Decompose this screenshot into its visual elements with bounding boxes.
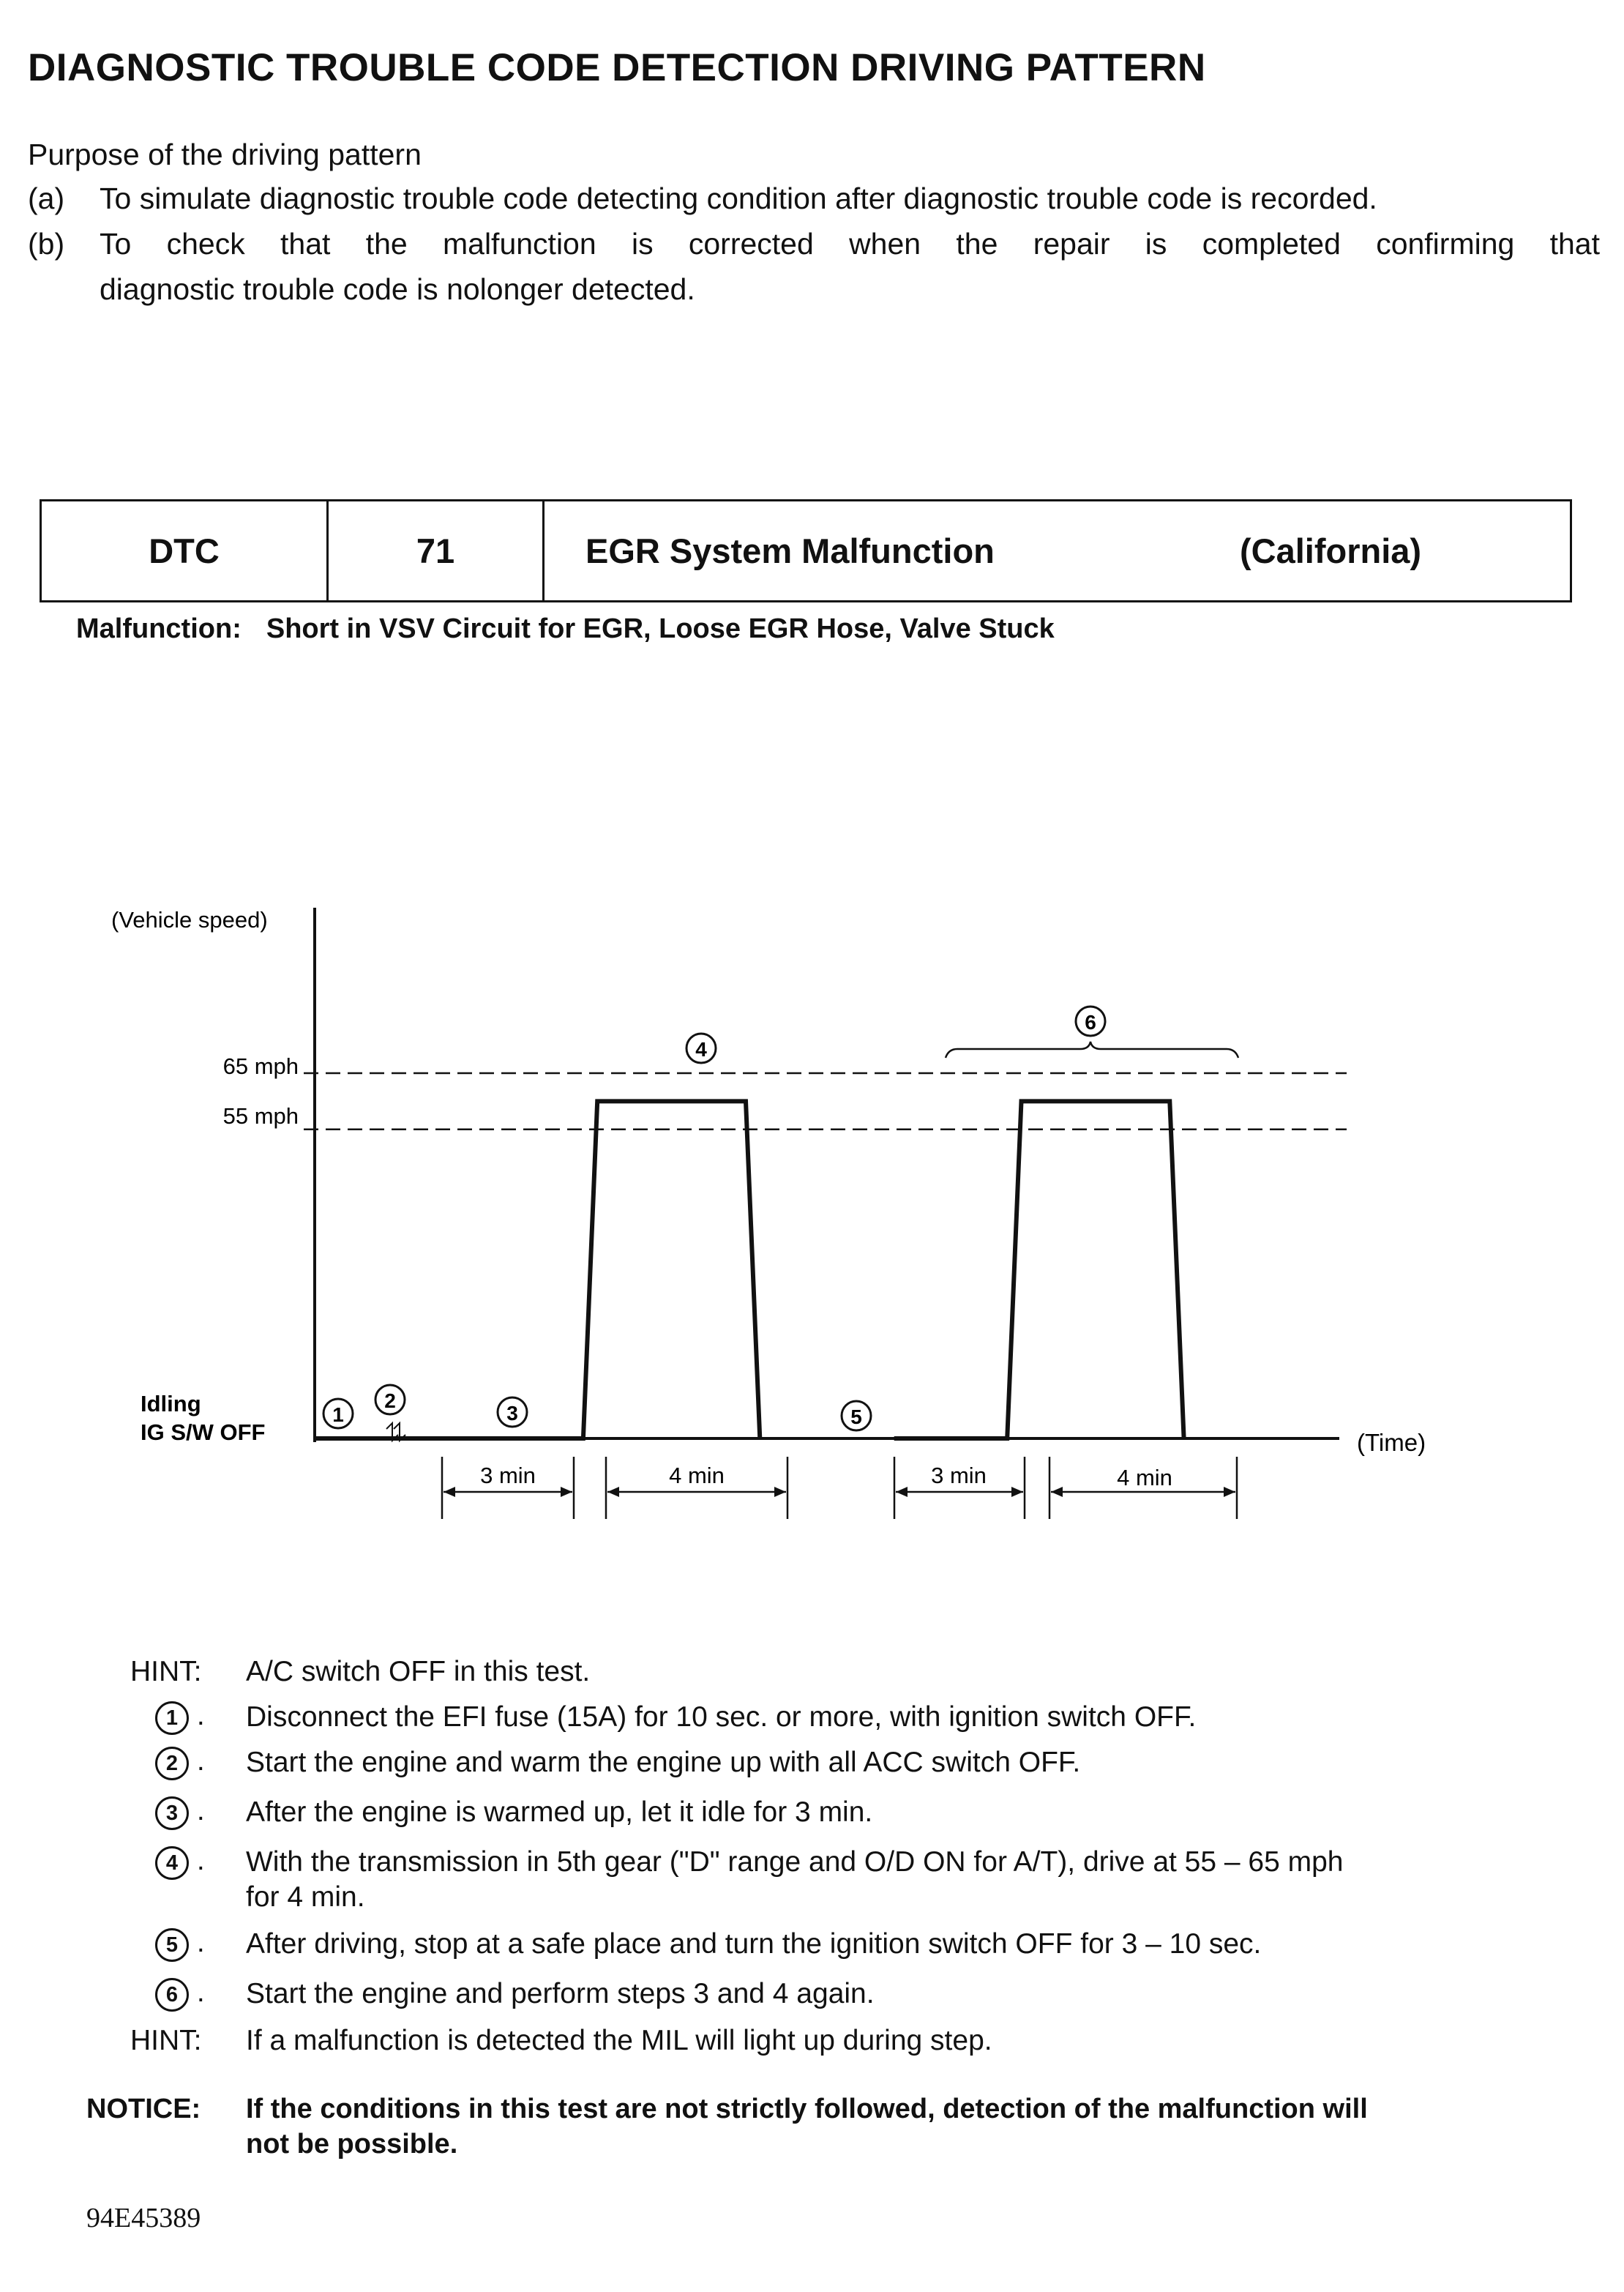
purpose-item-text: To check that the malfunction is corrected when the repair is completed confirming that xyxy=(100,227,1600,261)
hint-text: A/C switch OFF in this test. xyxy=(246,1656,591,1687)
purpose-item-label: (b) xyxy=(28,227,65,261)
chart-axes xyxy=(315,908,1339,1442)
hint2-text: If a malfunction is detected the MIL will light up during step. xyxy=(246,2025,992,2056)
notice-text: If the conditions in this test are not strictly followed, detection of the malfunction will xyxy=(246,2094,1368,2124)
purpose-item-label: (a) xyxy=(28,182,65,215)
y-axis-label: (Vehicle speed) xyxy=(111,907,268,933)
tick-label-55: 55 mph xyxy=(222,1103,299,1129)
step-marker-2 xyxy=(375,1385,405,1414)
figure-code: 94E45389 xyxy=(86,2203,201,2233)
notice-text-cont: not be possible. xyxy=(246,2129,458,2160)
page-title: DIAGNOSTIC TROUBLE CODE DETECTION DRIVING PATTERN xyxy=(28,46,1206,89)
step-marker-5 xyxy=(842,1401,871,1430)
step-6-text: Start the engine and perform steps 3 and 4 again. xyxy=(246,1978,875,2009)
step-2-text: Start the engine and warm the engine up with all ACC switch OFF. xyxy=(246,1747,1081,1778)
driving-pattern-chart xyxy=(0,878,1624,1537)
step-4-marker: 4 xyxy=(155,1846,189,1880)
purpose-item-text: To simulate diagnostic trouble code detecting condition after diagnostic trouble code is recorded. xyxy=(100,182,1377,215)
step-marker-3-label: 3 xyxy=(506,1402,518,1425)
duration-label-2: 4 min xyxy=(669,1463,725,1488)
purpose-heading: Purpose of the driving pattern xyxy=(28,138,422,171)
step-marker-4-label: 4 xyxy=(695,1038,707,1061)
dtc-region: (California) xyxy=(1240,531,1422,570)
dtc-code-cell: 71 xyxy=(329,501,545,600)
dtc-table xyxy=(40,499,1572,602)
hint2-label: HINT: xyxy=(130,2025,202,2056)
step-marker-6-label: 6 xyxy=(1085,1011,1096,1034)
x-axis-label: (Time) xyxy=(1357,1429,1426,1456)
step-3-marker: 3 xyxy=(155,1796,189,1830)
step-6-marker: 6 xyxy=(155,1978,189,2012)
hint-line xyxy=(130,1656,591,1688)
step-5-row: 5 . After driving, stop at a safe place and turn the ignition switch OFF for 3 – 10 sec. xyxy=(155,1927,205,1962)
notice-label: NOTICE: xyxy=(86,2094,201,2124)
step-3-text: After the engine is warmed up, let it idle for 3 min. xyxy=(246,1796,873,1828)
step-1-marker: 1 xyxy=(155,1701,189,1735)
step-6-brace xyxy=(946,1042,1238,1058)
tick-label-ig-off: IG S/W OFF xyxy=(141,1419,266,1445)
purpose-item-b-cont: diagnostic trouble code is nolonger detected. xyxy=(100,272,695,306)
dtc-name: EGR System Malfunction xyxy=(585,531,995,570)
step-6-row: 6 . Start the engine and perform steps 3 and 4 again. xyxy=(155,1976,205,2012)
step-1-row: 1 . Disconnect the EFI fuse (15A) for 10 sec. or more, with ignition switch OFF. xyxy=(155,1700,205,1735)
step-4-text: With the transmission in 5th gear ("D" range and O/D ON for A/T), drive at 55 – 65 mph xyxy=(246,1846,1344,1878)
malfunction-value: Short in VSV Circuit for EGR, Loose EGR Hose, Valve Stuck xyxy=(266,613,1055,644)
step-5-marker: 5 xyxy=(155,1928,189,1962)
malfunction-label: Malfunction: xyxy=(76,613,242,644)
duration-label-4: 4 min xyxy=(1117,1465,1172,1490)
tick-label-65: 65 mph xyxy=(222,1053,299,1079)
step-marker-1 xyxy=(323,1399,353,1428)
step-2-marker: 2 xyxy=(155,1747,189,1780)
step-1-text: Disconnect the EFI fuse (15A) for 10 sec. or more, with ignition switch OFF. xyxy=(246,1701,1197,1733)
notice-block xyxy=(86,2094,1368,2160)
malfunction-line xyxy=(76,613,1055,645)
tick-label-idling: Idling xyxy=(141,1391,201,1416)
hint2-line xyxy=(130,2025,992,2057)
step-3-row: 3 . After the engine is warmed up, let it idle for 3 min. xyxy=(155,1795,205,1830)
duration-label-3: 3 min xyxy=(931,1463,987,1488)
step-marker-2-label: 2 xyxy=(384,1389,396,1412)
step-4-text-cont: for 4 min. xyxy=(246,1881,365,1913)
step-marker-1-label: 1 xyxy=(332,1403,344,1426)
dtc-label-cell: DTC xyxy=(42,501,329,600)
step-marker-3 xyxy=(498,1397,527,1427)
speed-series-2 xyxy=(894,1101,1184,1438)
step-marker-5-label: 5 xyxy=(850,1406,862,1428)
step-2-row: 2 . Start the engine and warm the engine up with all ACC switch OFF. xyxy=(155,1745,205,1780)
step-5-text: After driving, stop at a safe place and turn the ignition switch OFF for 3 – 10 sec. xyxy=(246,1928,1262,1960)
step-4-row: 4 . With the transmission in 5th gear ("D" range and O/D ON for A/T), drive at 55 – 65 mph for 4 min. xyxy=(155,1845,205,1880)
step-marker-6 xyxy=(1076,1007,1105,1036)
step-marker-4 xyxy=(686,1034,716,1063)
duration-label-1: 3 min xyxy=(480,1463,536,1488)
dtc-name-cell xyxy=(545,501,1570,600)
hint-label: HINT: xyxy=(130,1656,202,1687)
